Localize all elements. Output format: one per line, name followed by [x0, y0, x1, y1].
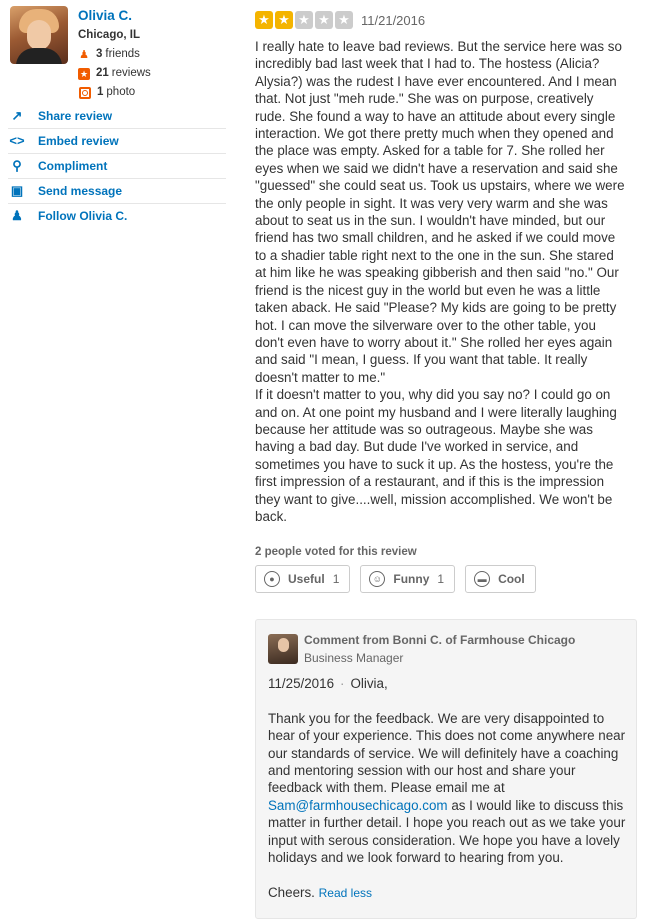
- star-icon: ★: [315, 11, 333, 29]
- useful-count: 1: [332, 572, 340, 587]
- follow-icon: ♟: [11, 208, 23, 223]
- photos-count: 1: [97, 86, 104, 98]
- star-icon: ★: [255, 11, 273, 29]
- star-icon: ★: [335, 11, 353, 29]
- votes-label: 2 people voted for this review: [255, 546, 417, 559]
- read-less-link[interactable]: Read less: [318, 885, 372, 900]
- review-paragraph-1: I really hate to leave bad reviews. But the service here was so incredibly bad last week that I had to. The hostess (Alicia? Alysia?) was the rudest I have ever encountered. And I mean that. Not just "meh rude." She was on purpose, creatively rude. She found a way to have an attitude about every single interaction. We got there pretty much when they opened and the place was empty. Asked for a table for 7. She rolled her eyes when we said we didn't have a reservation and said she "guessed" she could seat us. Took us upstairs, where we were the only people in sight. It was very very warm and she was about to seat us in the sun. I wouldn't have minded, but our friend has two small children, and he asked if we could move to a shadier table right next to the one in the sun. She stared at him like he was speaking gibberish and then said "no." Our friend is the nicest guy in the world but even he was a little taken aback. He said "Please? My kids are going to be pretty hot. I can move the silverware over to the other table, you don't even have to worry about it." She rolled her eyes again and said "I mean, I guess. If you want that table. It really doesn't matter to me.": [255, 39, 625, 385]
- review-text: [255, 38, 627, 525]
- owner-comment-title: Comment from Bonni C. of Farmhouse Chicago: [304, 633, 576, 647]
- review-date: 11/21/2016: [361, 12, 426, 28]
- share-review-link[interactable]: [8, 104, 226, 129]
- user-location: Chicago, IL: [78, 29, 140, 41]
- useful-label: Useful: [288, 572, 325, 587]
- friends-count: 3: [96, 48, 103, 60]
- send-message-link[interactable]: [8, 179, 226, 204]
- reviews-label: reviews: [111, 67, 151, 79]
- message-icon: ▣: [10, 183, 24, 198]
- compliment-link[interactable]: [8, 154, 226, 179]
- follow-user-link[interactable]: [8, 204, 226, 228]
- star-rating: [255, 11, 355, 29]
- owner-avatar[interactable]: [268, 634, 298, 664]
- useful-icon: ●: [264, 571, 280, 587]
- camera-icon: [79, 87, 91, 99]
- reviews-count: 21: [96, 67, 109, 79]
- rating-row: [255, 10, 627, 30]
- owner-signoff: Cheers.: [268, 884, 315, 900]
- separator-dot: ·: [340, 676, 345, 691]
- owner-role: Business Manager: [304, 651, 404, 665]
- useful-button[interactable]: [255, 565, 350, 593]
- owner-comment: [255, 619, 637, 919]
- vote-buttons: [255, 565, 627, 593]
- send-message-label: Send message: [38, 184, 123, 198]
- photos-label: photo: [106, 86, 136, 98]
- funny-icon: ☺: [369, 571, 385, 587]
- friends-label: friends: [105, 48, 140, 60]
- user-info: [78, 6, 151, 100]
- owner-comment-header: [304, 633, 575, 666]
- embed-icon: <>: [9, 133, 25, 148]
- share-review-label: Share review: [38, 109, 113, 123]
- embed-review-link[interactable]: [8, 129, 226, 154]
- star-icon: ★: [275, 11, 293, 29]
- follow-user-label: Follow Olivia C.: [38, 209, 128, 223]
- owner-signoff-row: [268, 884, 628, 902]
- review-actions: [8, 104, 226, 228]
- owner-email-link[interactable]: Sam@farmhousechicago.com: [268, 797, 448, 813]
- embed-review-label: Embed review: [38, 134, 119, 148]
- user-name-link[interactable]: Olivia C.: [78, 8, 133, 23]
- funny-button[interactable]: [360, 565, 455, 593]
- review-star-icon: ★: [79, 68, 89, 79]
- funny-label: Funny: [393, 572, 430, 587]
- owner-comment-date: 11/25/2016: [268, 676, 335, 691]
- star-icon: ★: [295, 11, 313, 29]
- owner-comment-text-1: Thank you for the feedback. We are very disappointed to hear of your experience. This does not come anywhere near our standards of service. We will definitely have a coaching and mentoring session with our host and share your feedback with them. Please email me at: [268, 710, 626, 796]
- funny-count: 1: [437, 572, 445, 587]
- review-content: [255, 10, 627, 593]
- cool-icon: ▬: [474, 571, 490, 587]
- photos-stat: [78, 85, 151, 100]
- user-avatar[interactable]: [10, 6, 68, 64]
- owner-comment-text-2: as I would like to discuss this matter in further detail. I hope you reach out as we take your input with serous consideration. We hope you have a lovely holidays and we look forward to hearing from you.: [268, 797, 626, 866]
- owner-comment-dateline: [268, 675, 628, 692]
- compliment-label: Compliment: [38, 159, 108, 173]
- share-icon: ↗: [11, 108, 23, 123]
- reviews-stat: [78, 66, 151, 81]
- friends-stat: [78, 47, 151, 62]
- cool-button[interactable]: [465, 565, 536, 593]
- cool-label: Cool: [498, 572, 525, 587]
- review-paragraph-2: If it doesn't matter to you, why did you say no? I could go on and on. At one point my husband and I were literally laughing because her attitude was so outrageous. Maybe she was having a bad day. But dude I've worked in service, and sometimes you have to suck it up. As the hostess, you're the first impression of a restaurant, and if this is the impression they want to give....well, mission accomplished. We won't be back.: [255, 387, 617, 524]
- friends-icon: ♟: [79, 48, 89, 61]
- owner-comment-body: [268, 675, 628, 902]
- compliment-icon: ⚲: [12, 158, 22, 173]
- owner-comment-paragraph: [268, 710, 628, 867]
- owner-greeting: Olivia,: [350, 676, 388, 691]
